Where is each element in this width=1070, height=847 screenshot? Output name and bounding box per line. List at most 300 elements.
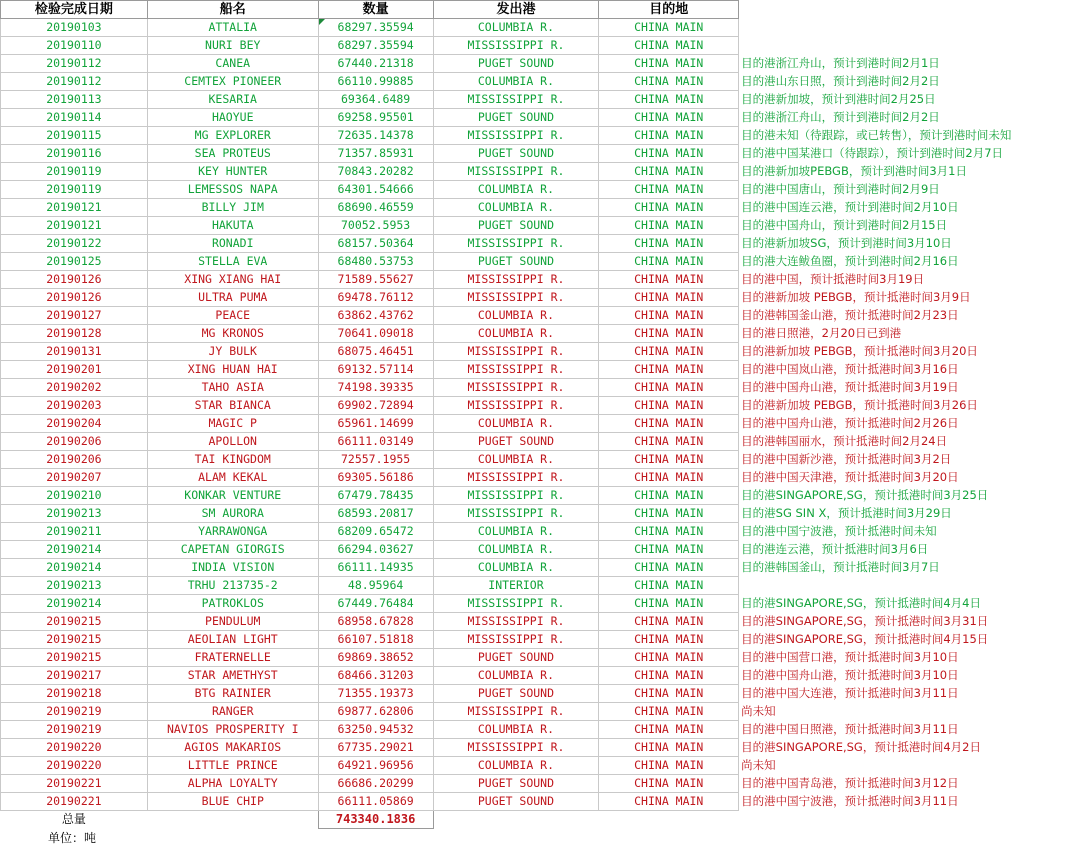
table-row [1, 649, 1070, 667]
cell-note[interactable]: 目的港日照港，2月20日已到港 [741, 326, 902, 340]
cell-destination[interactable]: CHINA MAIN [599, 451, 739, 469]
cell-quantity[interactable]: 64301.54666 [318, 181, 433, 199]
cell-ship-name[interactable]: MG EXPLORER [147, 127, 318, 145]
cell-destination[interactable]: CHINA MAIN [599, 523, 739, 541]
cell-destination[interactable]: CHINA MAIN [599, 415, 739, 433]
cell-quantity[interactable]: 70843.20282 [318, 163, 433, 181]
cell-note[interactable]: 目的港SINGAPORE,SG，预计抵港时间3月25日 [741, 488, 989, 502]
cell-destination[interactable]: CHINA MAIN [599, 235, 739, 253]
cell-ship-name[interactable]: PENDULUM [147, 613, 318, 631]
cell-destination[interactable]: CHINA MAIN [599, 271, 739, 289]
cell-ship-name[interactable]: SM AURORA [147, 505, 318, 523]
cell-ship-name[interactable]: XING XIANG HAI [147, 271, 318, 289]
cell-ship-name[interactable]: ALPHA LOYALTY [147, 775, 318, 793]
cell-date[interactable]: 20190112 [1, 73, 148, 91]
cell-date[interactable]: 20190211 [1, 523, 148, 541]
cell-destination[interactable]: CHINA MAIN [599, 289, 739, 307]
cell-date[interactable]: 20190126 [1, 271, 148, 289]
cell-note[interactable]: 目的港中国唐山，预计到港时间2月9日 [741, 182, 940, 196]
cell-quantity[interactable]: 69305.56186 [318, 469, 433, 487]
cell-ship-name[interactable]: JY BULK [147, 343, 318, 361]
cell-destination[interactable]: CHINA MAIN [599, 775, 739, 793]
cell-quantity[interactable]: 67449.76484 [318, 595, 433, 613]
cell-origin-port[interactable]: MISSISSIPPI R. [433, 163, 599, 181]
cell-note[interactable]: 目的港SINGAPORE,SG，预计抵港时间3月31日 [741, 614, 989, 628]
cell-note[interactable]: 目的港未知（待跟踪，或已转售），预计到港时间未知 [741, 128, 1012, 142]
table-row [1, 523, 1070, 541]
cell-origin-port[interactable]: COLUMBIA R. [433, 325, 599, 343]
cell-quantity[interactable]: 68297.35594 [318, 19, 433, 37]
comment-indicator-icon[interactable] [319, 19, 325, 25]
cell-quantity[interactable]: 71355.19373 [318, 685, 433, 703]
cell-origin-port[interactable]: PUGET SOUND [433, 433, 599, 451]
cell-origin-port[interactable]: MISSISSIPPI R. [433, 343, 599, 361]
header-origin-port[interactable]: 发出港 [433, 1, 599, 19]
cell-origin-port[interactable]: MISSISSIPPI R. [433, 505, 599, 523]
cell-quantity[interactable]: 72557.1955 [318, 451, 433, 469]
cell-destination[interactable]: CHINA MAIN [599, 685, 739, 703]
cell-note[interactable]: 目的港中国岚山港，预计抵港时间3月16日 [741, 362, 959, 376]
cell-ship-name[interactable]: KESARIA [147, 91, 318, 109]
cell-destination[interactable]: CHINA MAIN [599, 199, 739, 217]
cell-origin-port[interactable]: COLUMBIA R. [433, 181, 599, 199]
cell-ship-name[interactable]: KONKAR VENTURE [147, 487, 318, 505]
cell-destination[interactable]: CHINA MAIN [599, 595, 739, 613]
cell-destination[interactable]: CHINA MAIN [599, 37, 739, 55]
cell-destination[interactable]: CHINA MAIN [599, 721, 739, 739]
cell-note[interactable]: 目的港韩国釜山港，预计抵港时间2月23日 [741, 308, 959, 322]
cell-note[interactable]: 目的港中国新沙港，预计抵港时间3月2日 [741, 452, 952, 466]
cell-origin-port[interactable]: COLUMBIA R. [433, 757, 599, 775]
cell-note[interactable]: 目的港中国舟山，预计到港时间2月15日 [741, 218, 948, 232]
cell-origin-port[interactable]: COLUMBIA R. [433, 415, 599, 433]
cell-note[interactable]: 目的港大连鲅鱼圈，预计到港时间2月16日 [741, 254, 959, 268]
cell-quantity[interactable]: 68466.31203 [318, 667, 433, 685]
cell-date[interactable]: 20190115 [1, 127, 148, 145]
table-row [1, 613, 1070, 631]
cell-quantity[interactable]: 67479.78435 [318, 487, 433, 505]
cell-origin-port[interactable]: MISSISSIPPI R. [433, 595, 599, 613]
cell-date[interactable]: 20190119 [1, 181, 148, 199]
cell-destination[interactable]: CHINA MAIN [599, 145, 739, 163]
cell-ship-name[interactable]: AGIOS MAKARIOS [147, 739, 318, 757]
cell-note[interactable]: 目的港新加坡 PEBGB，预计抵港时间3月26日 [741, 398, 978, 412]
cell-origin-port[interactable]: MISSISSIPPI R. [433, 469, 599, 487]
cell-origin-port[interactable]: PUGET SOUND [433, 685, 599, 703]
cell-quantity[interactable]: 71589.55627 [318, 271, 433, 289]
cell-origin-port[interactable]: MISSISSIPPI R. [433, 235, 599, 253]
cell-origin-port[interactable]: PUGET SOUND [433, 775, 599, 793]
table-row [1, 757, 1070, 775]
cell-date[interactable]: 20190131 [1, 343, 148, 361]
cell-origin-port[interactable]: COLUMBIA R. [433, 541, 599, 559]
cell-origin-port[interactable]: COLUMBIA R. [433, 523, 599, 541]
cell-origin-port[interactable]: PUGET SOUND [433, 145, 599, 163]
cell-note[interactable]: 目的港中国宁波港，预计抵港时间3月11日 [741, 794, 959, 808]
cell-ship-name[interactable]: BILLY JIM [147, 199, 318, 217]
cell-origin-port[interactable]: COLUMBIA R. [433, 559, 599, 577]
table-body [1, 19, 1070, 811]
cell-origin-port[interactable]: PUGET SOUND [433, 793, 599, 811]
cell-date[interactable]: 20190125 [1, 253, 148, 271]
cell-ship-name[interactable]: HAKUTA [147, 217, 318, 235]
header-quantity[interactable]: 数量 [318, 1, 433, 19]
cell-quantity[interactable]: 66111.05869 [318, 793, 433, 811]
table-row [1, 379, 1070, 397]
cell-note[interactable]: 目的港中国舟山港，预计抵港时间3月10日 [741, 668, 959, 682]
cell-date[interactable]: 20190128 [1, 325, 148, 343]
cell-quantity[interactable]: 69132.57114 [318, 361, 433, 379]
cell-date[interactable]: 20190213 [1, 505, 148, 523]
cell-date[interactable]: 20190214 [1, 595, 148, 613]
table-row [1, 469, 1070, 487]
cell-date[interactable]: 20190219 [1, 703, 148, 721]
cell-ship-name[interactable]: BLUE CHIP [147, 793, 318, 811]
cell-note[interactable]: 目的港SINGAPORE,SG，预计抵港时间4月4日 [741, 596, 981, 610]
cell-origin-port[interactable]: MISSISSIPPI R. [433, 361, 599, 379]
cell-ship-name[interactable]: TRHU 213735-2 [147, 577, 318, 595]
cell-quantity[interactable]: 69869.38652 [318, 649, 433, 667]
cell-origin-port[interactable]: PUGET SOUND [433, 109, 599, 127]
cell-destination[interactable]: CHINA MAIN [599, 325, 739, 343]
cell-destination[interactable]: CHINA MAIN [599, 757, 739, 775]
cell-destination[interactable]: CHINA MAIN [599, 559, 739, 577]
cell-ship-name[interactable]: APOLLON [147, 433, 318, 451]
cell-destination[interactable]: CHINA MAIN [599, 667, 739, 685]
cell-destination[interactable]: CHINA MAIN [599, 649, 739, 667]
cell-origin-port[interactable]: MISSISSIPPI R. [433, 379, 599, 397]
cell-destination[interactable]: CHINA MAIN [599, 703, 739, 721]
cell-ship-name[interactable]: BTG RAINIER [147, 685, 318, 703]
cell-note[interactable]: 尚未知 [741, 704, 776, 718]
cell-origin-port[interactable]: MISSISSIPPI R. [433, 271, 599, 289]
cell-ship-name[interactable]: HAOYUE [147, 109, 318, 127]
cell-quantity[interactable]: 69902.72894 [318, 397, 433, 415]
cell-quantity[interactable]: 69478.76112 [318, 289, 433, 307]
cell-note[interactable]: 目的港中国舟山港，预计抵港时间2月26日 [741, 416, 959, 430]
cell-origin-port[interactable]: COLUMBIA R. [433, 307, 599, 325]
cell-note[interactable] [739, 37, 1070, 55]
cell-date[interactable]: 20190215 [1, 649, 148, 667]
cell-quantity[interactable]: 66107.51818 [318, 631, 433, 649]
cell-origin-port[interactable]: MISSISSIPPI R. [433, 739, 599, 757]
table-row [1, 667, 1070, 685]
header-row [1, 1, 1070, 19]
table-row [1, 703, 1070, 721]
header-note-empty [739, 1, 1070, 19]
cell-note[interactable]: 目的港中国连云港，预计到港时间2月10日 [741, 200, 959, 214]
cell-origin-port[interactable]: INTERIOR [433, 577, 599, 595]
cell-quantity[interactable]: 72635.14378 [318, 127, 433, 145]
cell-origin-port[interactable]: MISSISSIPPI R. [433, 127, 599, 145]
cell-note[interactable]: 尚未知 [741, 758, 776, 772]
cell-destination[interactable]: CHINA MAIN [599, 631, 739, 649]
cell-destination[interactable]: CHINA MAIN [599, 397, 739, 415]
cell-quantity[interactable]: 67440.21318 [318, 55, 433, 73]
cell-ship-name[interactable]: TAHO ASIA [147, 379, 318, 397]
cell-note[interactable]: 目的港新加坡 PEBGB，预计抵港时间3月20日 [741, 344, 978, 358]
cell-destination[interactable]: CHINA MAIN [599, 127, 739, 145]
cell-date[interactable]: 20190214 [1, 559, 148, 577]
cell-quantity[interactable]: 66686.20299 [318, 775, 433, 793]
cell-origin-port[interactable]: MISSISSIPPI R. [433, 487, 599, 505]
cell-note[interactable]: 目的港浙江舟山，预计到港时间2月1日 [741, 56, 940, 70]
cell-note[interactable] [739, 577, 1070, 595]
table-row [1, 37, 1070, 55]
cell-date[interactable]: 20190126 [1, 289, 148, 307]
cell-note[interactable]: 目的港韩国釜山，预计抵港时间3月7日 [741, 560, 940, 574]
cell-destination[interactable]: CHINA MAIN [599, 469, 739, 487]
cell-quantity[interactable]: 68209.65472 [318, 523, 433, 541]
cell-ship-name[interactable]: RONADI [147, 235, 318, 253]
table-row [1, 721, 1070, 739]
cell-note[interactable]: 目的港新加坡，预计到港时间2月25日 [741, 92, 936, 106]
cell-quantity[interactable]: 70052.5953 [318, 217, 433, 235]
cell-origin-port[interactable]: COLUMBIA R. [433, 451, 599, 469]
cell-quantity[interactable]: 66111.03149 [318, 433, 433, 451]
cell-note[interactable]: 目的港SG SIN X，预计抵港时间3月29日 [741, 506, 952, 520]
table-row [1, 595, 1070, 613]
cell-note[interactable]: 目的港新加坡SG，预计到港时间3月10日 [741, 236, 952, 250]
cell-ship-name[interactable]: STELLA EVA [147, 253, 318, 271]
cell-ship-name[interactable]: STAR AMETHYST [147, 667, 318, 685]
cell-note[interactable]: 目的港新加坡 PEBGB，预计抵港时间3月9日 [741, 290, 971, 304]
cell-quantity[interactable]: 63862.43762 [318, 307, 433, 325]
cell-origin-port[interactable]: MISSISSIPPI R. [433, 631, 599, 649]
cell-date[interactable]: 20190220 [1, 739, 148, 757]
cell-ship-name[interactable]: MG KRONOS [147, 325, 318, 343]
cell-date[interactable]: 20190221 [1, 775, 148, 793]
cell-date[interactable]: 20190121 [1, 199, 148, 217]
cell-date[interactable]: 20190127 [1, 307, 148, 325]
cell-destination[interactable]: CHINA MAIN [599, 163, 739, 181]
total-label[interactable]: 总量 [61, 812, 86, 827]
cell-destination[interactable]: CHINA MAIN [599, 19, 739, 37]
cell-quantity[interactable]: 68593.20817 [318, 505, 433, 523]
cell-note[interactable]: 目的港中国天津港，预计抵港时间3月20日 [741, 470, 959, 484]
cell-date[interactable]: 20190116 [1, 145, 148, 163]
cell-ship-name[interactable]: FRATERNELLE [147, 649, 318, 667]
cell-note[interactable]: 目的港新加坡PEBGB，预计到港时间3月1日 [741, 164, 967, 178]
cell-origin-port[interactable]: MISSISSIPPI R. [433, 91, 599, 109]
cell-ship-name[interactable]: KEY HUNTER [147, 163, 318, 181]
cell-ship-name[interactable]: STAR BIANCA [147, 397, 318, 415]
table-row [1, 739, 1070, 757]
cell-ship-name[interactable]: YARRAWONGA [147, 523, 318, 541]
cell-note[interactable] [739, 19, 1070, 37]
header-destination[interactable]: 目的地 [599, 1, 739, 19]
cell-ship-name[interactable]: NAVIOS PROSPERITY I [147, 721, 318, 739]
cell-date[interactable]: 20190119 [1, 163, 148, 181]
cell-ship-name[interactable]: INDIA VISION [147, 559, 318, 577]
cell-quantity[interactable]: 69258.95501 [318, 109, 433, 127]
cell-quantity[interactable]: 67735.29021 [318, 739, 433, 757]
cell-date[interactable]: 20190103 [1, 19, 148, 37]
cell-note[interactable]: 目的港连云港，预计抵港时间3月6日 [741, 542, 929, 556]
cell-note[interactable]: 目的港中国，预计抵港时间3月19日 [741, 272, 925, 286]
cell-note[interactable]: 目的港中国营口港，预计抵港时间3月10日 [741, 650, 959, 664]
cell-date[interactable]: 20190215 [1, 631, 148, 649]
cell-date[interactable]: 20190210 [1, 487, 148, 505]
cell-date[interactable]: 20190203 [1, 397, 148, 415]
cell-date[interactable]: 20190207 [1, 469, 148, 487]
cell-destination[interactable]: CHINA MAIN [599, 379, 739, 397]
header-date[interactable]: 检验完成日期 [1, 1, 148, 19]
cell-quantity[interactable]: 68690.46559 [318, 199, 433, 217]
cell-note[interactable]: 目的港山东日照，预计到港时间2月2日 [741, 74, 940, 88]
cell-destination[interactable]: CHINA MAIN [599, 361, 739, 379]
total-spacer [739, 811, 1070, 829]
table-row [1, 19, 1070, 37]
cell-origin-port[interactable]: PUGET SOUND [433, 649, 599, 667]
cell-destination[interactable]: CHINA MAIN [599, 109, 739, 127]
table-row [1, 487, 1070, 505]
cell-origin-port[interactable]: MISSISSIPPI R. [433, 397, 599, 415]
cell-ship-name[interactable]: AEOLIAN LIGHT [147, 631, 318, 649]
cell-destination[interactable]: CHINA MAIN [599, 307, 739, 325]
cell-date[interactable]: 20190217 [1, 667, 148, 685]
cell-ship-name[interactable]: LITTLE PRINCE [147, 757, 318, 775]
cell-destination[interactable]: CHINA MAIN [599, 217, 739, 235]
cell-note[interactable]: 目的港SINGAPORE,SG，预计抵港时间4月15日 [741, 632, 989, 646]
cell-quantity[interactable]: 74198.39335 [318, 379, 433, 397]
cell-date[interactable]: 20190110 [1, 37, 148, 55]
cell-ship-name[interactable]: CANEA [147, 55, 318, 73]
cell-date[interactable]: 20190122 [1, 235, 148, 253]
cell-destination[interactable]: CHINA MAIN [599, 55, 739, 73]
cell-ship-name[interactable]: NURI BEY [147, 37, 318, 55]
cell-quantity[interactable]: 66110.99885 [318, 73, 433, 91]
total-value[interactable]: 743340.1836 [318, 811, 433, 829]
cell-destination[interactable]: CHINA MAIN [599, 253, 739, 271]
cell-destination[interactable]: CHINA MAIN [599, 181, 739, 199]
cell-destination[interactable]: CHINA MAIN [599, 91, 739, 109]
cell-note[interactable]: 目的港韩国丽水，预计抵港时间2月24日 [741, 434, 948, 448]
cell-quantity[interactable]: 68075.46451 [318, 343, 433, 361]
cell-date[interactable]: 20190114 [1, 109, 148, 127]
cell-date[interactable]: 20190121 [1, 217, 148, 235]
table-row [1, 631, 1070, 649]
cell-destination[interactable]: CHINA MAIN [599, 343, 739, 361]
cell-note[interactable]: 目的港中国大连港，预计抵港时间3月11日 [741, 686, 959, 700]
cell-origin-port[interactable]: COLUMBIA R. [433, 199, 599, 217]
cell-note[interactable]: 目的港SINGAPORE,SG，预计抵港时间4月2日 [741, 740, 981, 754]
table-row [1, 433, 1070, 451]
cell-ship-name[interactable]: ATTALIA [147, 19, 318, 37]
cell-destination[interactable]: CHINA MAIN [599, 433, 739, 451]
cell-date[interactable]: 20190214 [1, 541, 148, 559]
cell-destination[interactable]: CHINA MAIN [599, 73, 739, 91]
table-row [1, 361, 1070, 379]
cell-date[interactable]: 20190221 [1, 793, 148, 811]
cell-date[interactable]: 20190204 [1, 415, 148, 433]
cell-ship-name[interactable]: ALAM KEKAL [147, 469, 318, 487]
cell-destination[interactable]: CHINA MAIN [599, 613, 739, 631]
cell-origin-port[interactable]: PUGET SOUND [433, 217, 599, 235]
cell-quantity[interactable]: 68297.35594 [318, 37, 433, 55]
cell-origin-port[interactable]: COLUMBIA R. [433, 19, 599, 37]
cell-ship-name[interactable]: CEMTEX PIONEER [147, 73, 318, 91]
cell-quantity[interactable]: 69364.6489 [318, 91, 433, 109]
cell-destination[interactable]: CHINA MAIN [599, 793, 739, 811]
cell-date[interactable]: 20190220 [1, 757, 148, 775]
cell-origin-port[interactable]: PUGET SOUND [433, 253, 599, 271]
cell-note[interactable]: 目的港中国某港口（待跟踪），预计到港时间2月7日 [741, 146, 1004, 160]
cell-quantity[interactable]: 68480.53753 [318, 253, 433, 271]
cell-quantity[interactable]: 65961.14699 [318, 415, 433, 433]
cell-ship-name[interactable]: ULTRA PUMA [147, 289, 318, 307]
cell-ship-name[interactable]: XING HUAN HAI [147, 361, 318, 379]
cell-note[interactable]: 目的港中国宁波港，预计抵港时间未知 [741, 524, 937, 538]
cell-date[interactable]: 20190202 [1, 379, 148, 397]
cell-note[interactable]: 目的港中国舟山港，预计抵港时间3月19日 [741, 380, 959, 394]
cell-ship-name[interactable]: LEMESSOS NAPA [147, 181, 318, 199]
cell-date[interactable]: 20190219 [1, 721, 148, 739]
cell-destination[interactable]: CHINA MAIN [599, 739, 739, 757]
cell-quantity[interactable]: 48.95964 [318, 577, 433, 595]
cell-quantity[interactable]: 66111.14935 [318, 559, 433, 577]
cell-quantity[interactable]: 63250.94532 [318, 721, 433, 739]
cell-quantity[interactable]: 68157.50364 [318, 235, 433, 253]
cell-destination[interactable]: CHINA MAIN [599, 577, 739, 595]
cell-quantity[interactable]: 70641.09018 [318, 325, 433, 343]
cell-destination[interactable]: CHINA MAIN [599, 541, 739, 559]
total-spacer [147, 811, 318, 829]
cell-note[interactable]: 目的港中国青岛港，预计抵港时间3月12日 [741, 776, 959, 790]
cell-ship-name[interactable]: PEACE [147, 307, 318, 325]
cell-origin-port[interactable]: MISSISSIPPI R. [433, 703, 599, 721]
cell-quantity[interactable]: 64921.96956 [318, 757, 433, 775]
header-ship[interactable]: 船名 [147, 1, 318, 19]
cell-destination[interactable]: CHINA MAIN [599, 487, 739, 505]
cell-quantity[interactable]: 71357.85931 [318, 145, 433, 163]
cell-quantity[interactable]: 69877.62806 [318, 703, 433, 721]
cell-ship-name[interactable]: MAGIC P [147, 415, 318, 433]
table-row [1, 451, 1070, 469]
cell-origin-port[interactable]: MISSISSIPPI R. [433, 613, 599, 631]
cell-quantity[interactable]: 68958.67828 [318, 613, 433, 631]
cell-note[interactable]: 目的港浙江舟山，预计到港时间2月2日 [741, 110, 940, 124]
unit-label: 单位：吨 [48, 831, 97, 845]
cell-date[interactable]: 20190218 [1, 685, 148, 703]
cell-origin-port[interactable]: COLUMBIA R. [433, 73, 599, 91]
cell-origin-port[interactable]: PUGET SOUND [433, 55, 599, 73]
cell-destination[interactable]: CHINA MAIN [599, 505, 739, 523]
cell-date[interactable]: 20190112 [1, 55, 148, 73]
cell-ship-name[interactable]: TAI KINGDOM [147, 451, 318, 469]
cell-ship-name[interactable]: CAPETAN GIORGIS [147, 541, 318, 559]
cell-quantity[interactable]: 66294.03627 [318, 541, 433, 559]
cell-ship-name[interactable]: PATROKLOS [147, 595, 318, 613]
cell-date[interactable]: 20190206 [1, 451, 148, 469]
table-row [1, 325, 1070, 343]
table-row [1, 505, 1070, 523]
cell-date[interactable]: 20190213 [1, 577, 148, 595]
cell-date[interactable]: 20190201 [1, 361, 148, 379]
cell-ship-name[interactable]: RANGER [147, 703, 318, 721]
cell-origin-port[interactable]: MISSISSIPPI R. [433, 37, 599, 55]
cell-origin-port[interactable]: COLUMBIA R. [433, 721, 599, 739]
table-row [1, 343, 1070, 361]
table-row [1, 415, 1070, 433]
cell-origin-port[interactable]: COLUMBIA R. [433, 667, 599, 685]
cell-date[interactable]: 20190113 [1, 91, 148, 109]
cell-date[interactable]: 20190215 [1, 613, 148, 631]
cell-ship-name[interactable]: SEA PROTEUS [147, 145, 318, 163]
cell-date[interactable]: 20190206 [1, 433, 148, 451]
cell-note[interactable]: 目的港中国日照港，预计抵港时间3月11日 [741, 722, 959, 736]
cell-origin-port[interactable]: MISSISSIPPI R. [433, 289, 599, 307]
